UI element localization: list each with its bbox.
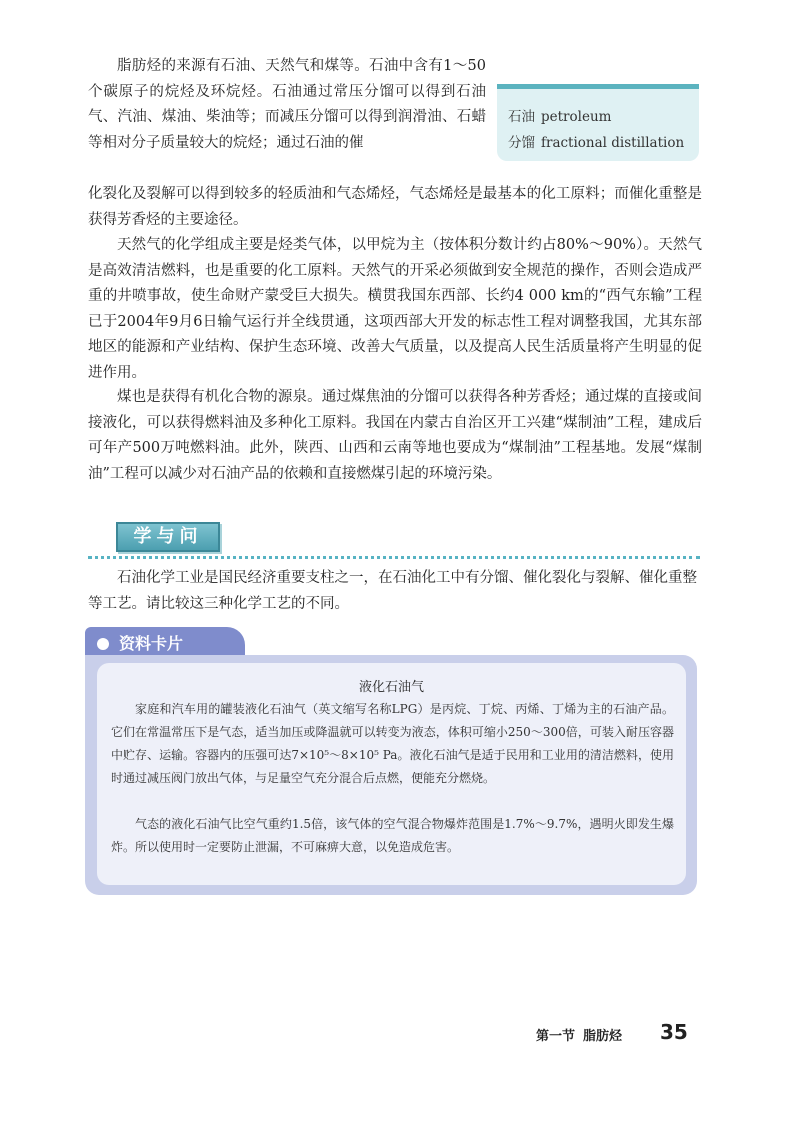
natural-gas-paragraph: 天然气的化学组成主要是烃类气体，以甲烷为主（按体积分数计约占80%～90%）。天然气是高效清洁燃料，也是重要的化工原料。天然气的开采必须做到安全规范的操作，否则会造成严重的井喷事故，使生命财产蒙受巨大损失。横贯我国东西部、长约4 000 km的“西气东输”工程已于2004年9月6日输气运行并全线贯通，这项西部大开发的标志性工程对调整我国，尤其东部地区的能源和产业结构、保护生态环境、改善大气质量，以及提高人民生活质量将产生明显的促进作用。	[88, 237, 702, 381]
running-footer-section	[536, 1025, 622, 1044]
study-question-tag: 学与问	[116, 522, 220, 552]
glossary-term-en: fractional distillation	[541, 135, 685, 151]
intro-paragraph-part2: 化裂化及裂解可以得到较多的轻质油和气态烯烃，气态烯烃是最基本的化工原料；而催化重整是获得芳香烃的主要途径。	[88, 186, 702, 228]
study-question-text: 石油化学工业是国民经济重要支柱之一，在石油化工中有分馏、催化裂化与裂解、催化重整等工艺。请比较这三种化学工艺的不同。	[88, 570, 697, 612]
glossary-entry-petroleum	[508, 104, 699, 130]
info-card-label: 资料卡片	[119, 634, 184, 653]
info-card-paragraph-1: 家庭和汽车用的罐装液化石油气（英文缩写名称LPG）是丙烷、丁烷、丙烯、丁烯为主的石油产品。它们在常温常压下是气态，适当加压或降温就可以转变为液态，体积可缩小250～300倍，可装入耐压容器中贮存、运输。容器内的压强可达7×10⁵～8×10⁵ Pa。液化石油气是适于民用和工业用的清洁燃料，使用时通过减压阀门放出气体，与足量空气充分混合后点燃，便能充分燃烧。	[111, 702, 674, 785]
intro-paragraph-part1: 脂肪烃的来源有石油、天然气和煤等。石油中含有1～50个碳原子的烷烃及环烷烃。石油通过常压分馏可以得到石油气、汽油、煤油、柴油等；而减压分馏可以得到润滑油、石蜡等相对分子质量较大的烷烃；通过石油的催	[88, 58, 486, 151]
glossary-term-zh: 分馏	[508, 135, 535, 151]
info-card-paragraph-2: 气态的液化石油气比空气重约1.5倍，该气体的空气混合物爆炸范围是1.7%～9.7%，遇明火即发生爆炸。所以使用时一定要防止泄漏，不可麻痹大意，以免造成危害。	[111, 817, 674, 854]
glossary-box	[497, 84, 699, 161]
section-title: 脂肪烃	[583, 1029, 623, 1044]
glossary-term-en: petroleum	[541, 109, 612, 125]
bullet-dot-icon	[97, 638, 109, 650]
coal-paragraph: 煤也是获得有机化合物的源泉。通过煤焦油的分馏可以获得各种芳香烃；通过煤的直接或间接液化，可以获得燃料油及多种化工原料。我国在内蒙古自治区开工兴建“煤制油”工程，建成后可年产500万吨燃料油。此外，陕西、山西和云南等地也要成为“煤制油”工程基地。发展“煤制油”工程可以减少对石油产品的依赖和直接燃煤引起的环境污染。	[88, 389, 702, 482]
glossary-entry-distillation	[508, 130, 699, 156]
info-card-title: 液化石油气	[358, 680, 424, 695]
section-number: 第一节	[536, 1029, 576, 1044]
dotted-divider	[88, 556, 700, 559]
page-number: 35	[660, 1020, 688, 1044]
glossary-term-zh: 石油	[508, 109, 535, 125]
